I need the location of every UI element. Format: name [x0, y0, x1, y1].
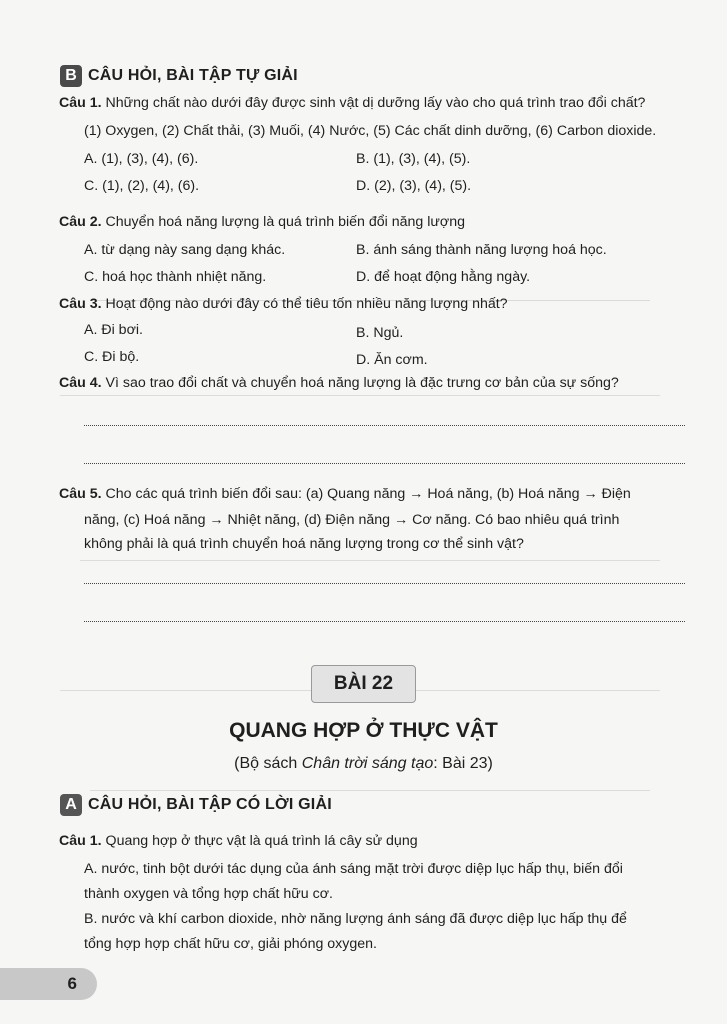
- question-text: Những chất nào dưới đây được sinh vật dị dưỡng lấy vào cho quá trình trao đổi chất?: [105, 95, 646, 111]
- question-3: [59, 295, 508, 313]
- question-text: Hoạt động nào dưới đây có thể tiêu tốn nhiều năng lượng nhất?: [105, 296, 508, 312]
- question-4: [59, 374, 619, 392]
- answer-line: [84, 621, 685, 622]
- option-d: D. (2), (3), (4), (5).: [356, 178, 472, 194]
- section-b-badge: B: [60, 65, 82, 87]
- page-number: 6: [0, 968, 97, 1000]
- question-5: [59, 485, 631, 503]
- question-label: Câu 2.: [59, 214, 102, 230]
- option-d: D. để hoạt động hằng ngày.: [356, 269, 531, 285]
- lesson-source: [0, 755, 727, 773]
- question-text: Quang hợp ở thực vật là quá trình lá cây sử dụng: [105, 833, 418, 849]
- option-a-line-2: thành oxygen và tổng hợp chất hữu cơ.: [84, 886, 333, 902]
- option-b: B. ánh sáng thành năng lượng hoá học.: [356, 242, 607, 258]
- option-a: A. Đi bơi.: [84, 322, 143, 338]
- option-a: A. từ dạng này sang dạng khác.: [84, 242, 286, 258]
- question-text: Vì sao trao đổi chất và chuyển hoá năng lượng là đặc trưng cơ bản của sự sống?: [105, 375, 619, 391]
- option-b: B. Ngủ.: [356, 325, 404, 341]
- question-1-a: [59, 832, 418, 850]
- question-5-line-2: năng, (c) Hoá năng → Nhiệt năng, (d) Điện năng → Cơ năng. Có bao nhiêu quá trình: [84, 512, 620, 528]
- lesson-source-suffix: : Bài 23): [433, 755, 493, 772]
- option-b: B. (1), (3), (4), (5).: [356, 151, 471, 167]
- answer-line: [84, 583, 685, 584]
- question-1: [59, 94, 645, 112]
- question-label: Câu 1.: [59, 95, 102, 111]
- question-1-items: (1) Oxygen, (2) Chất thải, (3) Muối, (4) Nước, (5) Các chất dinh dưỡng, (6) Carbon dioxide.: [84, 123, 657, 139]
- answer-line: [84, 463, 685, 464]
- option-d: D. Ăn cơm.: [356, 352, 428, 368]
- question-label: Câu 1.: [59, 833, 102, 849]
- answer-line: [84, 425, 685, 426]
- option-c: C. (1), (2), (4), (6).: [84, 178, 200, 194]
- option-c: C. hoá học thành nhiệt năng.: [84, 269, 267, 285]
- option-b-line-2: tổng hợp hợp chất hữu cơ, giải phóng oxygen.: [84, 936, 377, 952]
- section-a-header: [60, 794, 332, 816]
- section-b-title: CÂU HỎI, BÀI TẬP TỰ GIẢI: [88, 67, 298, 84]
- section-a-title: CÂU HỎI, BÀI TẬP CÓ LỜI GIẢI: [88, 796, 332, 813]
- lesson-number: BÀI 22: [311, 665, 416, 703]
- lesson-title: QUANG HỢP Ở THỰC VẬT: [229, 719, 498, 742]
- section-b-header: [60, 65, 298, 87]
- question-5-line-3: không phải là quá trình chuyển hoá năng lượng trong cơ thể sinh vật?: [84, 536, 524, 552]
- question-label: Câu 5.: [59, 486, 102, 502]
- option-a-line-1: A. nước, tinh bột dưới tác dụng của ánh sáng mặt trời được diệp lục hấp thụ, biến đổi: [84, 861, 623, 877]
- option-a: A. (1), (3), (4), (6).: [84, 151, 199, 167]
- lesson-source-book: Chân trời sáng tạo: [301, 755, 434, 772]
- question-label: Câu 4.: [59, 375, 102, 391]
- question-label: Câu 3.: [59, 296, 102, 312]
- question-text: Chuyển hoá năng lượng là quá trình biến đổi năng lượng: [105, 214, 465, 230]
- option-b-line-1: B. nước và khí carbon dioxide, nhờ năng lượng ánh sáng đã được diệp lục hấp thụ để: [84, 911, 627, 927]
- lesson-source-prefix: (Bộ sách: [234, 755, 302, 772]
- option-c: C. Đi bộ.: [84, 349, 140, 365]
- question-2: [59, 213, 465, 231]
- question-text: Cho các quá trình biến đổi sau: (a) Quang năng → Hoá năng, (b) Hoá năng → Điện: [105, 486, 631, 502]
- section-a-badge: A: [60, 794, 82, 816]
